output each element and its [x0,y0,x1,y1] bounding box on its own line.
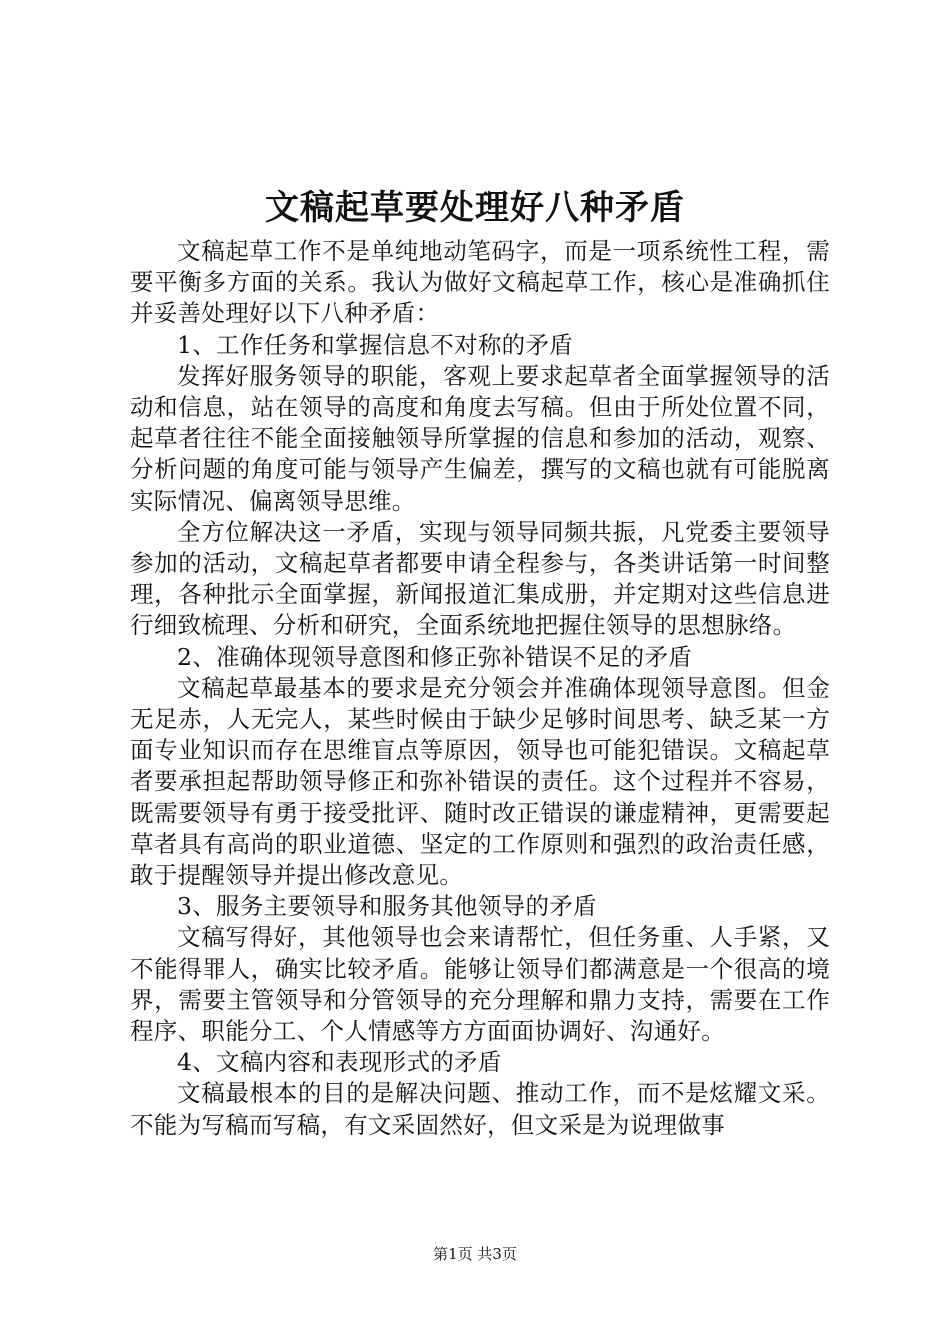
section-heading: 4、文稿内容和表现形式的矛盾 [177,1048,502,1077]
page-number-footer: 第1页 共3页 [433,1245,517,1263]
paragraph: 发挥好服务领导的职能，客观上要求起草者全面掌握领导的活动和信息，站在领导的高度和角度去写稿。但由于所处位置不同，起草者往往不能全面接触领导所掌握的信息和参加的活动，观察、分析问题的角度可能与领导产生偏差，撰写的文稿也就有可能脱离实际情况、偏离领导思维。 [130,361,830,515]
paragraph: 文稿最根本的目的是解决问题、推动工作，而不是炫耀文采。不能为写稿而写稿，有文采固然好，但文采是为说理做事 [130,1079,830,1139]
page-title: 文稿起草要处理好八种矛盾 [265,188,685,228]
paragraph: 文稿起草工作不是单纯地动笔码字，而是一项系统性工程，需要平衡多方面的关系。我认为做好文稿起草工作，核心是准确抓住并妥善处理好以下八种矛盾： [130,237,830,328]
paragraph: 文稿写得好，其他领导也会来请帮忙，但任务重、人手紧，又不能得罪人，确实比较矛盾。能够让领导们都满意是一个很高的境界，需要主管领导和分管领导的充分理解和鼎力支持，需要在工作程序、职能分工、个人情感等方方面面协调好、沟通好。 [130,923,830,1046]
section-heading: 3、服务主要领导和服务其他领导的矛盾 [177,892,597,921]
section-heading: 1、工作任务和掌握信息不对称的矛盾 [177,330,574,359]
paragraph: 全方位解决这一矛盾，实现与领导同频共振，凡党委主要领导参加的活动，文稿起草者都要申请全程参与，各类讲话第一时间整理，各种批示全面掌握，新闻报道汇集成册，并定期对这些信息进行细致梳理、分析和研究，全面系统地把握住领导的思想脉络。 [130,517,830,640]
paragraph: 文稿起草最基本的要求是充分领会并准确体现领导意图。但金无足赤，人无完人，某些时候由于缺少足够时间思考、缺乏某一方面专业知识而存在思维盲点等原因，领导也可能犯错误。文稿起草者要承担起帮助领导修正和弥补错误的责任。这个过程并不容易，既需要领导有勇于接受批评、随时改正错误的谦虚精神，更需要起草者具有高尚的职业道德、坚定的工作原则和强烈的政治责任感，敢于提醒领导并提出修改意见。 [130,673,830,890]
document-body [130,236,830,1141]
section-heading: 2、准确体现领导意图和修正弥补错误不足的矛盾 [177,642,693,671]
